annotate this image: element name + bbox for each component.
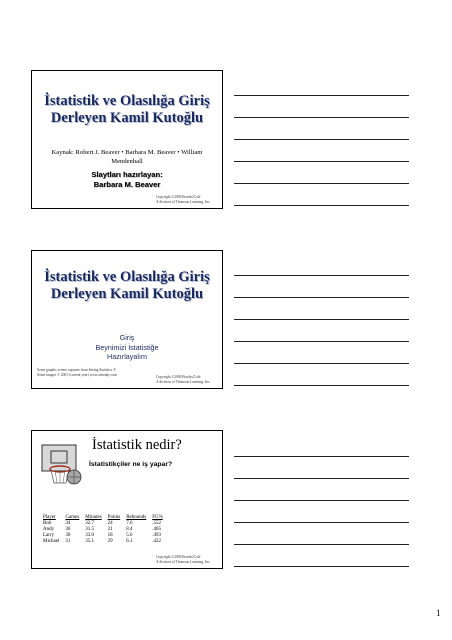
- column-header: Games: [65, 515, 80, 520]
- slide-title-line1: İstatistik ve Olasılığa Giriş: [44, 93, 210, 109]
- slide-title: İstatistik nedir?: [92, 437, 182, 453]
- note-line: [234, 341, 409, 342]
- table-cell: .552: [152, 521, 161, 526]
- slide-2: [31, 250, 223, 389]
- table-cell: 18: [107, 533, 113, 538]
- table-cell: 6.1: [126, 539, 133, 544]
- note-line: [234, 139, 409, 140]
- note-line: [234, 456, 409, 457]
- note-line: [234, 363, 409, 364]
- page-number: 1: [436, 608, 441, 618]
- prepared-label: Slaytları hazırlayan:: [91, 170, 163, 179]
- slide-3: [31, 430, 223, 569]
- credit-line1: Some graphic screen captures from Seeing Statistics ®: [37, 368, 116, 372]
- table-cell: 36: [65, 527, 71, 532]
- table-cell: 32.7: [85, 521, 95, 526]
- table-row: [40, 539, 166, 545]
- note-line: [234, 95, 409, 96]
- note-line: [234, 500, 409, 501]
- table-cell: 24: [107, 521, 113, 526]
- table-cell: 33.0: [85, 533, 95, 538]
- note-line: [234, 183, 409, 184]
- table-cell: 34: [65, 521, 71, 526]
- column-header: FG%: [152, 515, 163, 520]
- column-header: Player: [43, 515, 56, 520]
- note-line: [234, 522, 409, 523]
- copyright-line1: Copyright ©2006 Brooks/Cole: [156, 375, 201, 380]
- note-line: [234, 205, 409, 206]
- slide-title: [32, 269, 222, 303]
- table-cell: .493: [152, 533, 161, 538]
- slide-subtitle: [32, 333, 222, 362]
- table-cell: 7.6: [126, 521, 133, 526]
- prepared-name: Barbara M. Beaver: [93, 180, 161, 189]
- table-cell: 31.5: [85, 527, 95, 532]
- note-line: [234, 297, 409, 298]
- note-line: [234, 544, 409, 545]
- table-cell: .422: [152, 539, 161, 544]
- slide-title: [32, 93, 222, 127]
- table-cell: 21: [107, 527, 113, 532]
- note-line: [234, 117, 409, 118]
- table-cell: 29: [107, 539, 113, 544]
- column-header: Minutes: [85, 515, 102, 520]
- table-cell: 35.1: [85, 539, 95, 544]
- image-credits: [37, 368, 132, 377]
- subtitle-line1: Giriş: [119, 333, 135, 342]
- stats-table: [40, 515, 166, 545]
- copyright-line1: Copyright ©2006 Brooks/Cole: [156, 555, 201, 560]
- table-cell: 30: [65, 533, 71, 538]
- note-line: [234, 385, 409, 386]
- copyright-line2: A division of Thomson Learning, Inc.: [156, 379, 211, 384]
- slide-title-line2: Derleyen Kamil Kutoğlu: [50, 286, 204, 302]
- slide-title-line1: İstatistik ve Olasılığa Giriş: [44, 269, 210, 285]
- table-cell: .465: [152, 527, 161, 532]
- basketball-hoop-icon: [38, 439, 88, 489]
- note-line: [234, 275, 409, 276]
- slide-question: İstatistikçiler ne iş yapar?: [89, 461, 173, 468]
- subtitle-line3: Hazırlayalım: [107, 352, 147, 361]
- table-cell: Andy: [43, 527, 55, 532]
- copyright-line2: A division of Thomson Learning, Inc.: [156, 199, 211, 204]
- table-cell: Michael: [43, 539, 60, 544]
- note-line: [234, 566, 409, 567]
- note-line: [234, 478, 409, 479]
- column-header: Points: [107, 515, 121, 520]
- note-line: [234, 319, 409, 320]
- table-cell: Bob: [43, 521, 52, 526]
- table-cell: Larry: [43, 533, 55, 538]
- copyright-line2: A division of Thomson Learning, Inc.: [156, 559, 211, 564]
- table-cell: 5.6: [126, 533, 133, 538]
- subtitle-line2: Beynimizi İstatistiğe: [95, 342, 159, 352]
- source-text: Kaynak: Robert J. Beaver • Barbara M. Beaver • William Mendenhall: [51, 149, 203, 165]
- column-header: Rebounds: [126, 515, 147, 520]
- credit-line2: Some images © 2001-(current year) www.arttoday.com: [37, 372, 117, 377]
- copyright: [156, 195, 218, 204]
- slide-title-line2: Derleyen Kamil Kutoğlu: [50, 110, 204, 126]
- prepared-by: [32, 170, 222, 190]
- copyright-line1: Copyright ©2006 Brooks/Cole: [156, 195, 201, 200]
- copyright: [156, 375, 218, 384]
- table-cell: 8.4: [126, 527, 133, 532]
- table-cell: 31: [65, 539, 71, 544]
- copyright: [156, 555, 218, 564]
- note-line: [234, 161, 409, 162]
- slide-1: [31, 70, 223, 209]
